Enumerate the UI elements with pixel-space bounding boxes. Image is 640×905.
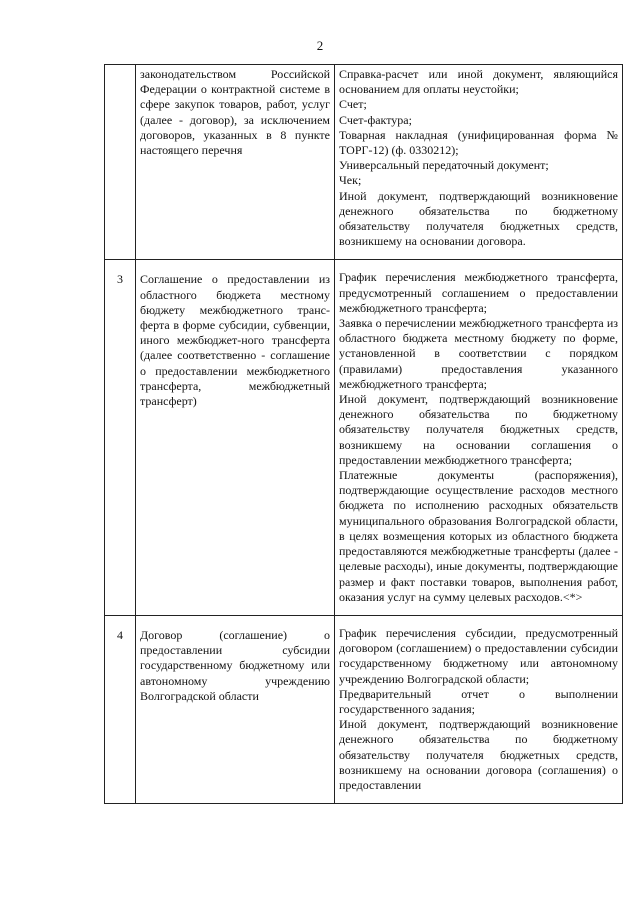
documents-list bbox=[335, 65, 623, 260]
table-row bbox=[105, 65, 623, 260]
document-item: График перечисления межбюджетного трансферта, предусмотренный соглашением о предоставлении межбюджетного трансферта; bbox=[339, 270, 618, 315]
row-number: 4 bbox=[105, 615, 136, 803]
document-item: Иной документ, подтверждающий возникновение денежного обязательства по бюджетному обязательству получателя бюджетных средств, возникшему на основании договора (соглашения) о предоставлении bbox=[339, 717, 618, 792]
documents-list bbox=[335, 615, 623, 803]
document-item: Предварительный отчет о выполнении государственного задания; bbox=[339, 686, 618, 716]
document-item: Чек; bbox=[339, 173, 362, 188]
document-item: Иной документ, подтверждающий возникновение денежного обязательства по бюджетному обязательству получателя бюджетных средств, возникшему на основании договора. bbox=[339, 188, 618, 249]
document-item: Заявка о перечислении межбюджетного трансферта из областного бюджета местному бюджету по форме, установленной в соответствии с порядком (правилами) предоставления указанного межбюджетного трансферта; bbox=[339, 316, 618, 391]
document-item: Товарная накладная (унифицированная форма № ТОРГ-12) (ф. 0330212); bbox=[339, 127, 618, 158]
document-item: График перечисления субсидии, предусмотренный договором (соглашением) о предоставлении субсидии государственному бюджетному или автономному учреждению Волгоградской области; bbox=[339, 625, 618, 686]
table-row bbox=[105, 260, 623, 615]
document-item: Справка-расчет или иной документ, являющийся основанием для оплаты неустойки; bbox=[339, 67, 618, 97]
table-row bbox=[105, 615, 623, 803]
documents-table bbox=[104, 64, 623, 804]
document-item: Счет; bbox=[339, 97, 367, 112]
row-number: 3 bbox=[105, 260, 136, 615]
documents-list bbox=[335, 260, 623, 615]
obligation-basis: Договор (соглашение) о предоставлении субсидии государственному бюджетному или автономному учреждению Волгоградской области bbox=[136, 615, 335, 803]
page-number: 2 bbox=[316, 38, 324, 53]
obligation-basis: законодательством Российской Федерации о контрактной системе в сфере закупок товаров, работ, услуг (далее - договор), за исключением договоров, указанных в 8 пункте настоящего перечня bbox=[136, 65, 335, 260]
document-item: Иной документ, подтверждающий возникновение денежного обязательства по бюджетному обязательству получателя бюджетных средств, возникшему на основании соглашения о предоставлении межбюджетного трансферта; bbox=[339, 392, 618, 467]
document-item: Счет-фактура; bbox=[339, 112, 412, 127]
document-item: Платежные документы (распоряжения), подтверждающие осуществление расходов местного бюджета по исполнению расходных обязательств муниципального образования Волгоградской области, в целях возмещения которых из областного бюджета предоставляются межбюджетные трансферты (далее - целевые расходы), иные документы, подтверждающие размер и факт поставки товаров, выполнения работ, оказания услуг на сумму целевых расходов.<*> bbox=[339, 468, 618, 604]
row-number bbox=[105, 65, 136, 260]
obligation-basis: Соглашение о предоставлении из областного бюджета местному бюджету межбюджетного транс-ферта в форме субсидии, субвенции, иного межбюджет-ного трансферта (далее соответственно - соглашение о предоставлении межбюджетного трансферта, межбюджетный трансферт) bbox=[136, 260, 335, 615]
document-item: Универсальный передаточный документ; bbox=[339, 158, 549, 173]
